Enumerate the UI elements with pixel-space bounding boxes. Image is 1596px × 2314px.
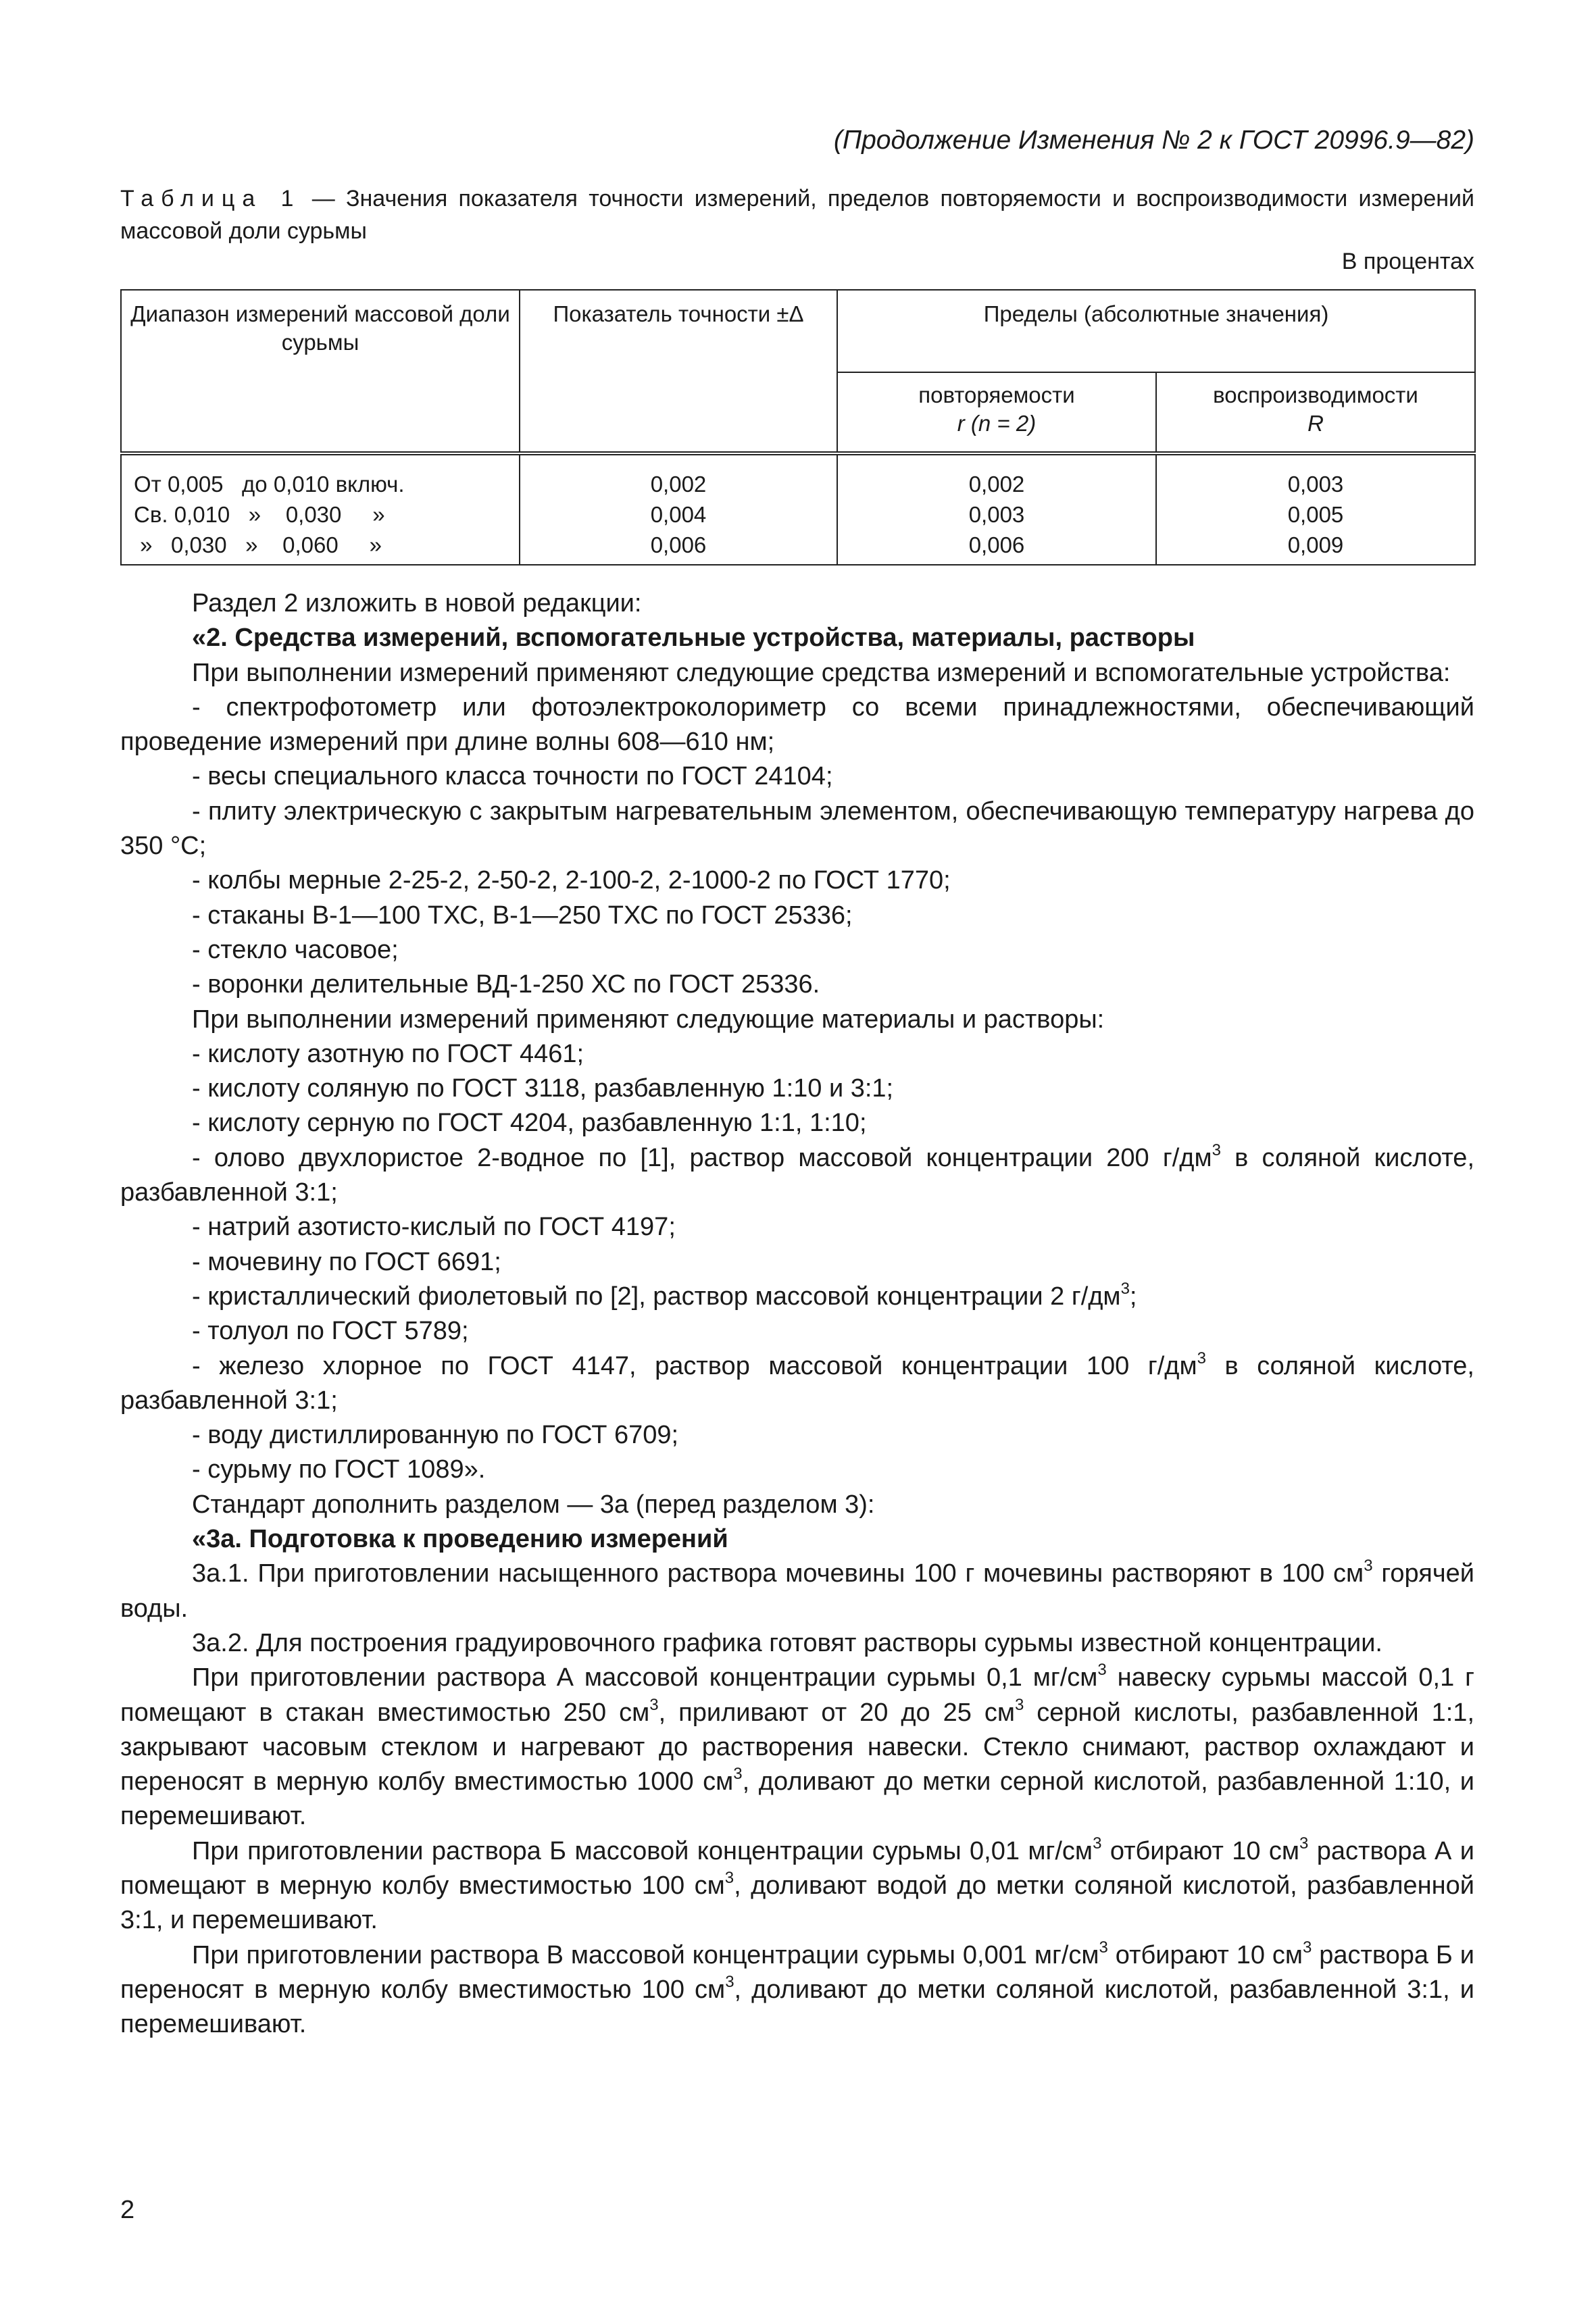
paragraph: При выполнении измерений применяют следующие материалы и растворы: bbox=[192, 1005, 1105, 1034]
cell-reproducibility bbox=[1156, 453, 1475, 565]
accuracy-value: 0,002 bbox=[650, 472, 707, 497]
table-caption-text: — Значения показателя точности измерений, пределов повторяемости и воспроизводимости измерений массовой доли сурьмы bbox=[120, 186, 1474, 244]
paragraph: - олово двухлористое 2-водное по [1], раствор массовой концентрации 200 $г/дм^3$ в соляной кислоте, разбавленной 3:1; bbox=[120, 1140, 1475, 1207]
paragraph: - кислоту серную по ГОСТ 4204, разбавленную 1:1, 1:10; bbox=[192, 1109, 867, 1138]
paragraph: Стандарт дополнить разделом — 3а (перед разделом 3): bbox=[192, 1490, 875, 1519]
paragraph: При выполнении измерений применяют следующие средства измерений и вспомогательные устройства: bbox=[192, 658, 1451, 687]
repeatability-value: 0,002 bbox=[968, 472, 1025, 497]
accuracy-value: 0,004 bbox=[650, 502, 707, 527]
paragraph: - стекло часовое; bbox=[192, 935, 399, 964]
paragraph: - воронки делительные ВД-1-250 ХС по ГОСТ 25336. bbox=[192, 970, 820, 999]
paragraph: - кристаллический фиолетовый по [2], раствор массовой концентрации 2 $г/дм^3$; bbox=[192, 1279, 1137, 1311]
paragraph: - воду дистиллированную по ГОСТ 6709; bbox=[192, 1421, 679, 1450]
cell-range bbox=[121, 453, 520, 565]
accuracy-value: 0,006 bbox=[650, 532, 707, 557]
paragraph: - стаканы В-1—100 ТХС, В-1—250 ТХС по ГОСТ 25336; bbox=[192, 901, 853, 930]
table-caption bbox=[120, 182, 1474, 247]
range-value: От 0,005 до 0,010 включ. bbox=[134, 472, 405, 497]
paragraph: 3а.1. При приготовлении насыщенного раствора мочевины 100 г мочевины растворяют в 100 $см^3$ горячей воды. bbox=[120, 1557, 1474, 1623]
range-value: Св. 0,010 » 0,030 » bbox=[134, 502, 385, 527]
paragraph: 3а.2. Для построения градуировочного графика готовят растворы сурьмы известной концентрации. bbox=[192, 1628, 1382, 1657]
paragraph: - натрий азотисто-кислый по ГОСТ 4197; bbox=[192, 1213, 676, 1242]
header-repeatability-label: повторяемости bbox=[918, 382, 1075, 407]
paragraph: - весы специального класса точности по ГОСТ 24104; bbox=[192, 762, 833, 791]
paragraph: При приготовлении раствора Б массовой концентрации сурьмы 0,01 $мг/см^3$ отбирают 10 $см^3$ раствора А и помещают в мерную колбу вместимостью 100 $см^3$, доливают водой до метки соляной кислотой, разбавленной 3:1, и перемешивают. bbox=[120, 1834, 1474, 1935]
paragraph: При приготовлении раствора В массовой концентрации сурьмы 0,001 $мг/см^3$ отбирают 10 $см^3$ раствора Б и переносят в мерную колбу вместимостью 100 $см^3$, доливают до метки соляной кислотой, разбавленной 3:1, и перемешивают. bbox=[120, 1938, 1474, 2039]
paragraph: - сурьму по ГОСТ 1089». bbox=[192, 1455, 486, 1484]
table-row bbox=[121, 453, 1475, 565]
table-caption-label: Таблица 1 bbox=[120, 186, 301, 211]
paragraph: - кислоту азотную по ГОСТ 4461; bbox=[192, 1039, 584, 1068]
paragraph: При приготовлении раствора А массовой концентрации сурьмы 0,1 $мг/см^3$ навеску сурьмы массой 0,1 г помещают в стакан вместимостью 250 $см^3$, приливают от 20 до 25 $см^3$ серной кислоты, разбавленной 1:1, закрывают часовым стеклом и нагревают до растворения навески. Стекло снимают, раствор охлаждают и переносят в мерную колбу вместимостью 1000 $см^3$, доливают до метки серной кислотой, разбавленной 1:10, и перемешивают. bbox=[120, 1661, 1475, 1831]
header-limits: Пределы (абсолютные значения) bbox=[837, 290, 1475, 372]
section-heading: «3а. Подготовка к проведению измерений bbox=[192, 1525, 728, 1554]
paragraph: Раздел 2 изложить в новой редакции: bbox=[192, 589, 642, 618]
accuracy-table bbox=[120, 289, 1476, 565]
paragraph: - мочевину по ГОСТ 6691; bbox=[192, 1247, 501, 1276]
header-repeatability bbox=[837, 372, 1156, 453]
reproducibility-value: 0,009 bbox=[1287, 532, 1344, 557]
body-text bbox=[120, 586, 1474, 2042]
repeatability-value: 0,006 bbox=[968, 532, 1025, 557]
header-range: Диапазон измерений массовой доли сурьмы bbox=[121, 290, 520, 453]
repeatability-value: 0,003 bbox=[968, 502, 1025, 527]
header-reproducibility-symbol: R bbox=[1307, 411, 1324, 436]
header-reproducibility bbox=[1156, 372, 1475, 453]
paragraph: - железо хлорное по ГОСТ 4147, раствор массовой концентрации 100 $г/дм^3$ в соляной кислоте, разбавленной 3:1; bbox=[120, 1349, 1474, 1415]
cell-repeatability bbox=[837, 453, 1156, 565]
page-number: 2 bbox=[120, 2196, 135, 2224]
header-accuracy: Показатель точности ±Δ bbox=[520, 290, 837, 453]
header-repeatability-symbol: r (n = 2) bbox=[957, 411, 1037, 436]
paragraph: - плиту электрическую с закрытым нагревательным элементом, обеспечивающую температуру нагрева до 350 °С; bbox=[120, 797, 1474, 861]
cell-accuracy bbox=[520, 453, 837, 565]
range-value: » 0,030 » 0,060 » bbox=[134, 532, 382, 557]
header-reproducibility-label: воспроизводимости bbox=[1213, 382, 1418, 407]
paragraph: - толуол по ГОСТ 5789; bbox=[192, 1317, 469, 1346]
paragraph: - кислоту соляную по ГОСТ 3118, разбавленную 1:10 и 3:1; bbox=[192, 1074, 894, 1103]
paragraph: - спектрофотометр или фотоэлектроколориметр со всеми принадлежностями, обеспечивающий проведение измерений при длине волны 608—610 нм; bbox=[120, 693, 1474, 757]
section-heading: «2. Средства измерений, вспомогательные устройства, материалы, растворы bbox=[192, 624, 1195, 653]
reproducibility-value: 0,005 bbox=[1287, 502, 1344, 527]
table-units: В процентах bbox=[1341, 249, 1474, 274]
paragraph: - колбы мерные 2-25-2, 2-50-2, 2-100-2, 2-1000-2 по ГОСТ 1770; bbox=[192, 866, 951, 895]
reproducibility-value: 0,003 bbox=[1287, 472, 1344, 497]
continuation-header: (Продолжение Изменения № 2 к ГОСТ 20996.9—82) bbox=[833, 126, 1474, 155]
